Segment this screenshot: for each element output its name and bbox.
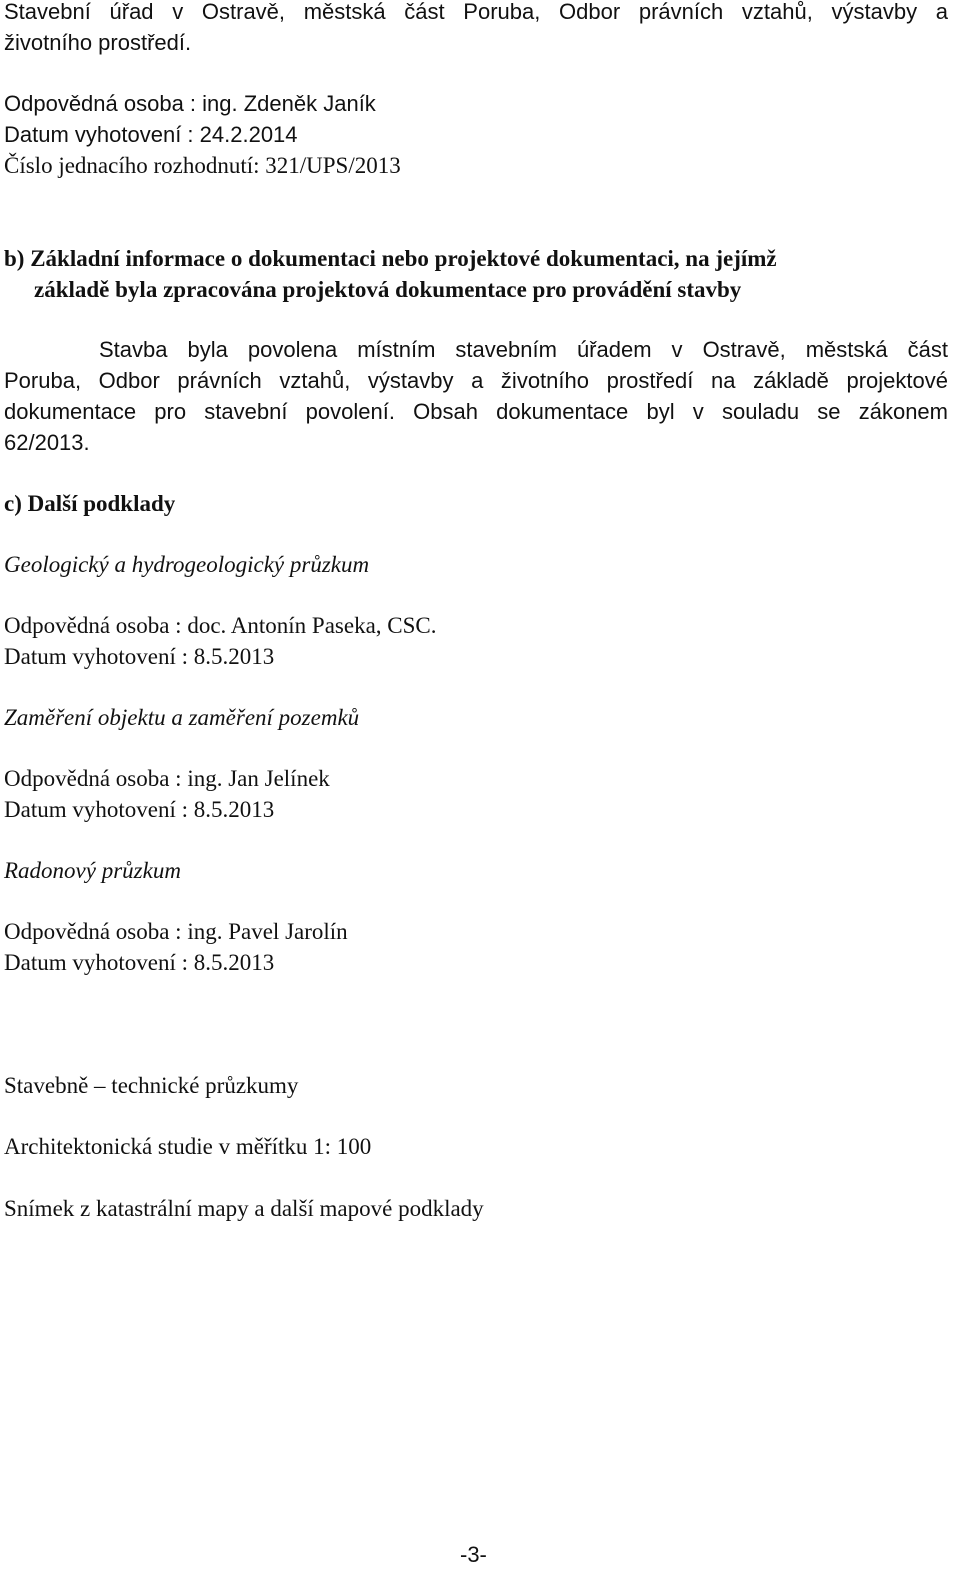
preparation-date: Datum vyhotovení : 24.2.2014 <box>4 122 298 147</box>
section-b-paragraph-line-2: Poruba, Odbor právních vztahů, výstavby a životního prostředí na základě projektové <box>4 368 948 393</box>
item-title-survey: Zaměření objektu a zaměření pozemků <box>4 705 360 730</box>
item-responsible-radon: Odpovědná osoba : ing. Pavel Jarolín <box>4 919 348 944</box>
section-c-heading: c) Další podklady <box>4 491 176 516</box>
section-b-heading-line-1: b) Základní informace o dokumentaci nebo projektové dokumentaci, na jejímž <box>4 246 777 271</box>
section-b-paragraph-line-4: 62/2013. <box>4 430 90 455</box>
page-number: -3- <box>460 1542 487 1567</box>
item-responsible-survey: Odpovědná osoba : ing. Jan Jelínek <box>4 766 330 791</box>
other-item-architectural-study: Architektonická studie v měřítku 1: 100 <box>4 1134 372 1159</box>
authority-line-1: Stavební úřad v Ostravě, městská část Poruba, Odbor právních vztahů, výstavby a <box>4 0 948 24</box>
decision-number: Číslo jednacího rozhodnutí: 321/UPS/2013 <box>4 153 401 178</box>
item-responsible-geology: Odpovědná osoba : doc. Antonín Paseka, CSC. <box>4 613 437 638</box>
section-b-paragraph-line-1: Stavba byla povolena místním stavebním úřadem v Ostravě, městská část <box>99 337 948 362</box>
other-item-technical-surveys: Stavebně – technické průzkumy <box>4 1073 299 1098</box>
section-b-heading-line-2: základě byla zpracována projektová dokumentace pro provádění stavby <box>34 277 742 302</box>
responsible-person: Odpovědná osoba : ing. Zdeněk Janík <box>4 91 376 116</box>
other-item-cadastral-map: Snímek z katastrální mapy a další mapové podklady <box>4 1196 484 1221</box>
authority-line-2: životního prostředí. <box>4 30 192 55</box>
item-date-survey: Datum vyhotovení : 8.5.2013 <box>4 797 275 822</box>
item-title-geology: Geologický a hydrogeologický průzkum <box>4 552 370 577</box>
item-title-radon: Radonový průzkum <box>4 858 181 883</box>
item-date-radon: Datum vyhotovení : 8.5.2013 <box>4 950 275 975</box>
section-b-paragraph-line-3: dokumentace pro stavební povolení. Obsah dokumentace byl v souladu se zákonem <box>4 399 948 424</box>
item-date-geology: Datum vyhotovení : 8.5.2013 <box>4 644 275 669</box>
